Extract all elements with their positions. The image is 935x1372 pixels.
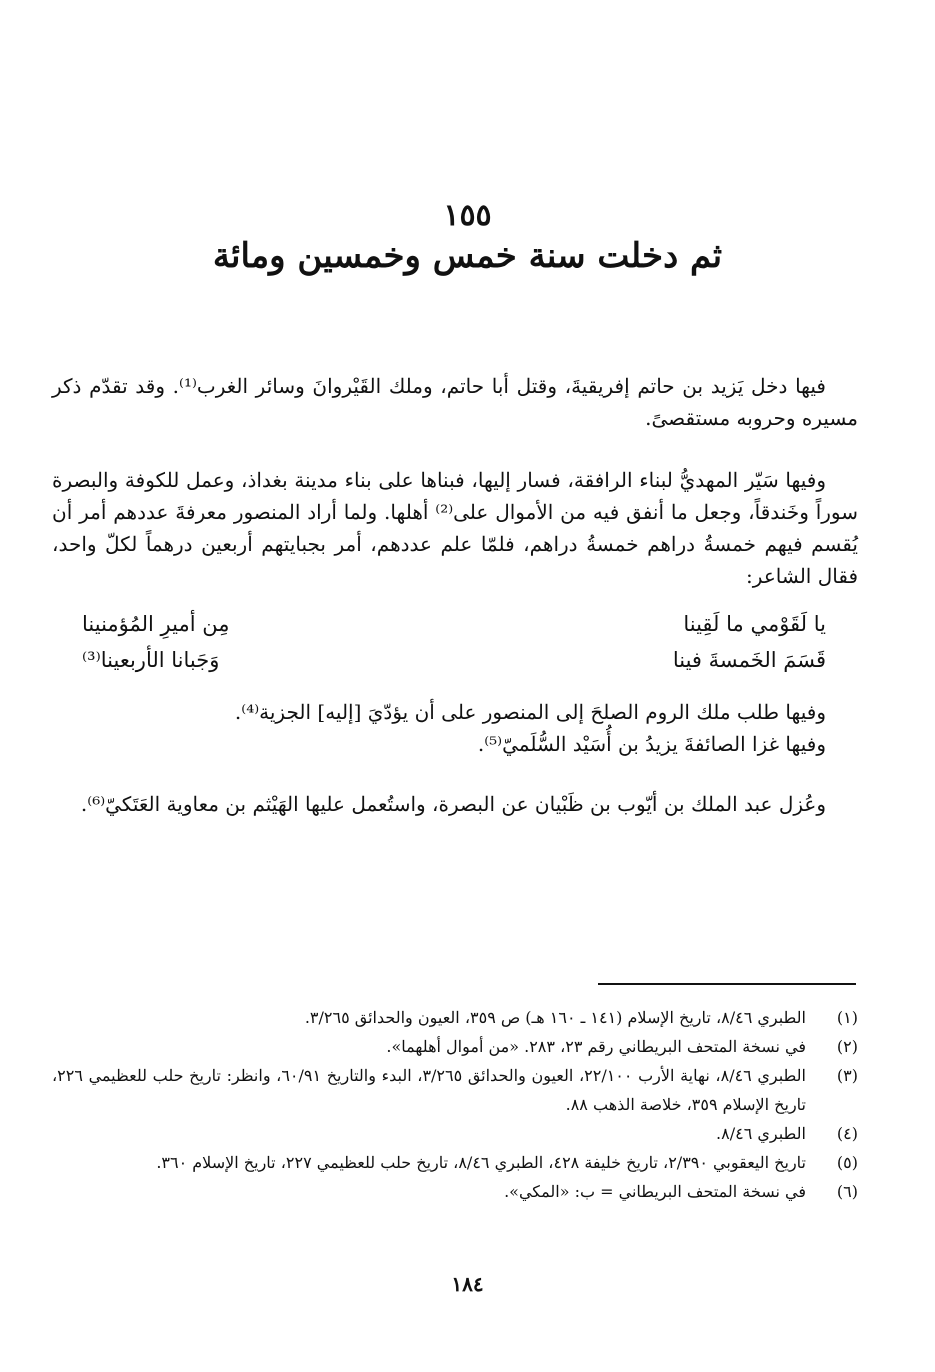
footnote-number: (٣) [836, 1066, 858, 1085]
main-text [52, 370, 858, 820]
footnote-text: الطبري ٨/٤٦، نهاية الأرب ٢٢/١٠٠، العيون والحدائق ٣/٢٦٥، البدء والتاريخ ٦٠/٩١، وانظر: تاريخ حلب للعظيمي ٢٢٦، تاريخ الإسلام ٣٥٩، خلاصة الذهب ٨٨. [52, 1066, 807, 1114]
paragraph: وفيها طلب ملك الروم الصلحَ إلى المنصور على أن يؤدّيَ [إليه] الجزية⁽⁴⁾. [234, 700, 826, 724]
poem-hemistich: يا لَقَوْمي ما لَقِينا [683, 612, 826, 636]
year-number: ١٥٥ [443, 198, 492, 233]
chapter-title: ثم دخلت سنة خمس وخمسين ومائة [212, 236, 723, 276]
footnote-number: (٥) [836, 1153, 858, 1172]
footnote-text: الطبري ٨/٤٦. [716, 1124, 806, 1143]
footnote-text: في نسخة المتحف البريطاني رقم ٢٣، ٢٨٣. «من أموال أهلهما». [386, 1037, 806, 1056]
poem-verse [52, 606, 826, 642]
footnote-item [52, 1148, 858, 1177]
poem-hemistich: مِن أميرِ المُؤمنينا [82, 612, 230, 636]
page-number: ١٨٤ [451, 1272, 484, 1296]
footnote-item [52, 1177, 858, 1206]
footnote-number: (١) [836, 1008, 858, 1027]
poem-hemistich: قَسَمَ الخَمسةَ فينا [672, 648, 826, 672]
paragraph: وفيها سَيّر المهديُّ لبناء الرافقة، فسار إليها، فبناها على بناء مدينة بغداذ، وعمل للكوفة والبصرة سوراً وخَندقاً، وجعل ما أنفق فيه من الأموال على⁽²⁾ أهلها. ولما أراد المنصور معرفةَ عددهم أمر أن يُقسم فيهم خمسةُ دراهم خمسةُ دراهم، فلمّا علم عددهم، أمر بجبايتهم أربعين درهماً لكلّ واحد، فقال الشاعر: [52, 468, 858, 588]
paragraph: فيها دخل يَزيد بن حاتم إفريقيةَ، وقتل أبا حاتم، وملك القَيْروانَ وسائر الغرب⁽¹⁾. وقد تقدّم ذكر مسيره وحروبه مستقصىً. [52, 374, 858, 430]
paragraph: وفيها غزا الصائفةَ يزيدُ بن أُسَيْد السُّلَميّ⁽⁵⁾. [477, 732, 826, 756]
footnote-divider [598, 983, 856, 985]
footnote-number: (٢) [836, 1037, 858, 1056]
footnotes-list [52, 1003, 858, 1206]
footnote-item [52, 1032, 858, 1061]
footnote-text: تاريخ اليعقوبي ٢/٣٩٠، تاريخ خليفة ٤٢٨، الطبري ٨/٤٦، تاريخ حلب للعظيمي ٢٢٧، تاريخ الإسلام ٣٦٠. [156, 1153, 806, 1172]
poem-hemistich: وَجَبانا الأربعينا⁽³⁾ [82, 648, 220, 672]
footnote-item [52, 1061, 858, 1119]
footnote-item [52, 1003, 858, 1032]
footnote-text: الطبري ٨/٤٦، تاريخ الإسلام (١٤١ ـ ١٦٠ هـ) ص ٣٥٩، العيون والحدائق ٣/٢٦٥. [304, 1008, 806, 1027]
footnote-text: في نسخة المتحف البريطاني = ب: «المكي». [504, 1182, 806, 1201]
footnote-item [52, 1119, 858, 1148]
poem [52, 606, 858, 678]
footnote-number: (٦) [836, 1182, 858, 1201]
poem-verse [52, 642, 826, 678]
footnote-number: (٤) [836, 1124, 858, 1143]
paragraph: وعُزل عبد الملك بن أيّوب بن ظَبْيان عن البصرة، واستُعمل عليها الهَيْثم بن معاوية العَتَكيّ⁽⁶⁾. [80, 792, 826, 816]
